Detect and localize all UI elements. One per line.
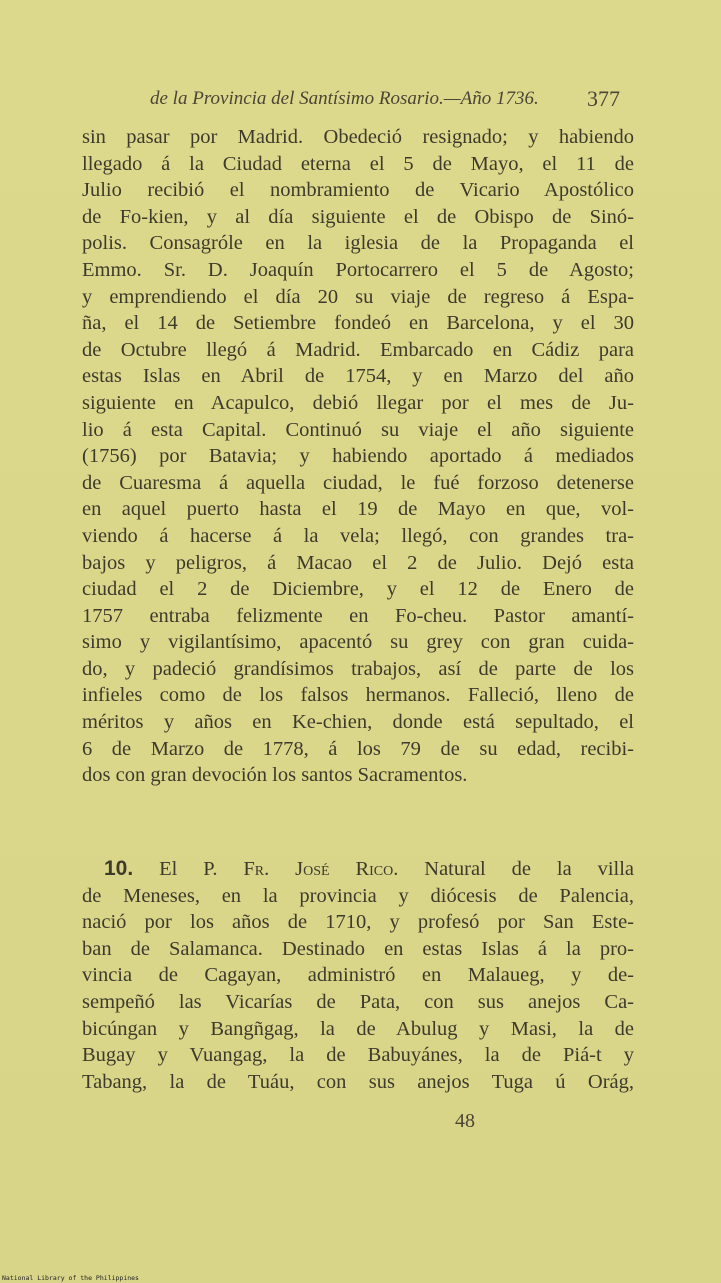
text-line: simo y vigilantísimo, apacentó su grey con gran cuida- (82, 631, 634, 654)
text-line: 6 de Marzo de 1778, á los 79 de su edad, recibi- (82, 737, 634, 760)
text-line: viendo á hacerse á la vela; llegó, con grandes tra- (82, 524, 634, 547)
text-line: en aquel puerto hasta el 19 de Mayo en que, vol- (82, 498, 634, 521)
text-line: sin pasar por Madrid. Obedeció resignado; y habiendo (82, 126, 634, 148)
text-line: de Octubre llegó á Madrid. Embarcado en Cádiz para (82, 338, 634, 361)
text-line: ña, el 14 de Setiembre fondeó en Barcelona, y el 30 (82, 312, 634, 335)
text-line: Emmo. Sr. D. Joaquín Portocarrero el 5 de Agosto; (82, 258, 634, 281)
text-line: de Cuaresma á aquella ciudad, le fué forzoso detenerse (82, 471, 634, 494)
text-line: nació por los años de 1710, y profesó por San Este- (82, 911, 634, 934)
text-line: siguiente en Acapulco, debió llegar por el mes de Ju- (82, 391, 634, 414)
text-line: Bugay y Vuangag, la de Babuyánes, la de Piá-t y (82, 1044, 634, 1067)
text-line: estas Islas en Abril de 1754, y en Marzo del año (82, 365, 634, 388)
text-line: vincia de Cagayan, administró en Malaueg, y de- (82, 964, 634, 987)
entry-heading-line (82, 856, 634, 883)
entry-name: Fr. José Rico (243, 858, 394, 880)
text-line: bajos y peligros, á Macao el 2 de Julio. Dejó esta (82, 551, 634, 574)
entry-first-line-rest: . Natural de la villa (393, 858, 635, 880)
paragraph-1 (82, 124, 634, 789)
text-line: Julio recibió el nombramiento de Vicario Apostólico (82, 179, 634, 202)
text-line: Tabang, la de Tuáu, con sus anejos Tuga ú Orág, (82, 1070, 634, 1093)
text-line: sempeñó las Vicarías de Pata, con sus anejos Ca- (82, 990, 634, 1013)
text-line: lio á esta Capital. Continuó su viaje el año siguiente (82, 418, 634, 441)
paragraph-2 (82, 856, 634, 1095)
text-line: llegado á la Ciudad eterna el 5 de Mayo, el 11 de (82, 152, 634, 175)
page-number: 377 (587, 86, 620, 111)
text-line: bicúngan y Bangñgag, la de Abulug y Masi, la de (82, 1017, 634, 1040)
text-line: dos con gran devoción los santos Sacramentos. (82, 764, 468, 787)
text-line: do, y padeció grandísimos trabajos, así de parte de los (82, 657, 634, 680)
text-line: de Meneses, en la provincia y diócesis de Palencia, (82, 884, 634, 907)
library-footer: National Library of the Philippines (2, 1274, 139, 1282)
text-line: 1757 entraba felizmente en Fo-cheu. Pastor amantí- (82, 604, 634, 627)
text-line: ciudad el 2 de Diciembre, y el 12 de Enero de (82, 578, 634, 601)
text-line: méritos y años en Ke-chien, donde está sepultado, el (82, 711, 634, 734)
text-line: de Fo-kien, y al día siguiente el de Obispo de Sinó- (82, 205, 634, 228)
running-title: de la Provincia del Santísimo Rosario.—Año 1736. (150, 88, 539, 109)
text-line: ban de Salamanca. Destinado en estas Islas á la pro- (82, 937, 634, 960)
text-line: infieles como de los falsos hermanos. Falleció, lleno de (82, 684, 634, 707)
text-line: (1756) por Batavia; y habiendo aportado á mediados (82, 445, 634, 468)
signature-mark: 48 (455, 1110, 475, 1132)
text-line: polis. Consagróle en la iglesia de la Propaganda el (82, 232, 634, 255)
text-line: y emprendiendo el día 20 su viaje de regreso á Espa- (82, 285, 634, 308)
entry-name-prefix: El P. (159, 858, 244, 880)
entry-number: 10. (104, 857, 134, 880)
running-header (150, 88, 620, 110)
